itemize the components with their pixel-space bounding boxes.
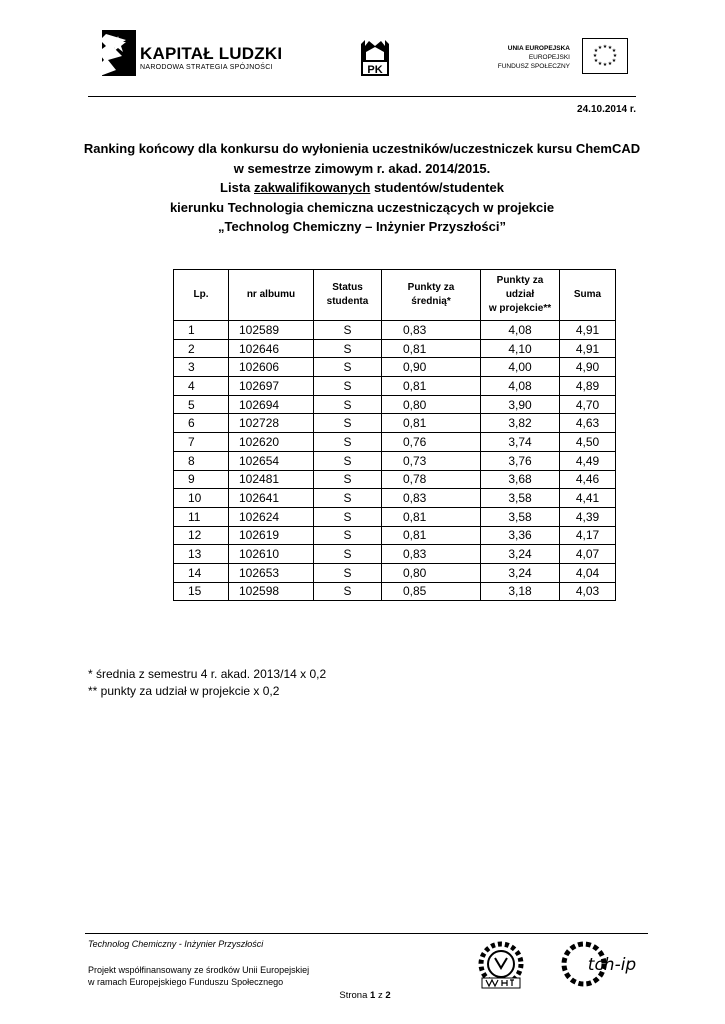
cell-album: 102641: [229, 489, 314, 508]
cell-album: 102610: [229, 545, 314, 564]
svg-text:★: ★: [593, 48, 599, 54]
table-header-row: [174, 270, 616, 321]
cell-album: 102620: [229, 433, 314, 452]
col-status-header: Status studenta: [314, 270, 382, 321]
table-row: [174, 451, 616, 470]
cell-album: 102654: [229, 451, 314, 470]
eu-line-union: UNIA EUROPEJSKA: [507, 45, 570, 52]
cell-lp: 3: [174, 358, 229, 377]
qualified-underlined: zakwalifikowanych: [254, 180, 371, 195]
title-line-3: Lista zakwalifikowanych studentów/studentek: [220, 180, 504, 195]
cell-project-points: 3,82: [481, 414, 560, 433]
cell-sum: 4,63: [560, 414, 616, 433]
cell-sum: 4,39: [560, 507, 616, 526]
cell-avg-points: 0,83: [382, 489, 481, 508]
cell-project-points: 3,74: [481, 433, 560, 452]
svg-text:★: ★: [597, 61, 603, 67]
table-row: [174, 395, 616, 414]
cell-status: S: [314, 563, 382, 582]
title-line-5: „Technolog Chemiczny – Inżynier Przyszłości”: [218, 219, 506, 234]
cell-status: S: [314, 451, 382, 470]
cell-avg-points: 0,73: [382, 451, 481, 470]
cell-lp: 4: [174, 377, 229, 396]
table-row: [174, 526, 616, 545]
cell-album: 102653: [229, 563, 314, 582]
cell-project-points: 3,24: [481, 545, 560, 564]
cell-sum: 4,91: [560, 321, 616, 340]
cell-album: 102697: [229, 377, 314, 396]
cell-sum: 4,17: [560, 526, 616, 545]
eu-text-block: [478, 44, 570, 71]
svg-text:★: ★: [597, 45, 603, 51]
cell-album: 102694: [229, 395, 314, 414]
svg-text:★: ★: [602, 44, 608, 50]
kapital-ludzki-title: KAPITAŁ LUDZKI: [140, 44, 283, 63]
cell-sum: 4,04: [560, 563, 616, 582]
cell-album: 102481: [229, 470, 314, 489]
svg-text:★: ★: [607, 45, 613, 51]
svg-text:★: ★: [612, 53, 618, 59]
table-row: [174, 563, 616, 582]
cell-sum: 4,41: [560, 489, 616, 508]
table-row: [174, 470, 616, 489]
kapital-ludzki-logo-icon: [96, 30, 138, 78]
cell-sum: 4,90: [560, 358, 616, 377]
cell-lp: 12: [174, 526, 229, 545]
cell-sum: 4,07: [560, 545, 616, 564]
cell-lp: 9: [174, 470, 229, 489]
cell-lp: 14: [174, 563, 229, 582]
cell-project-points: 3,58: [481, 507, 560, 526]
tch-ip-logo-icon: [560, 938, 652, 992]
eu-line-fund: FUNDUSZ SPOŁECZNY: [497, 63, 570, 70]
cell-sum: 4,89: [560, 377, 616, 396]
cell-avg-points: 0,76: [382, 433, 481, 452]
cell-album: 102598: [229, 582, 314, 601]
svg-text:★: ★: [611, 58, 617, 64]
cell-lp: 1: [174, 321, 229, 340]
document-title: [62, 139, 662, 237]
table-row: [174, 321, 616, 340]
cell-status: S: [314, 377, 382, 396]
footer-cofinance-line-2: w ramach Europejskiego Funduszu Społecznego: [88, 977, 284, 987]
header-divider: [88, 96, 636, 97]
svg-text:★: ★: [611, 48, 617, 54]
footnote-average: * średnia z semestru 4 r. akad. 2013/14 x 0,2: [88, 667, 327, 681]
cell-lp: 2: [174, 339, 229, 358]
cell-sum: 4,91: [560, 339, 616, 358]
cell-sum: 4,03: [560, 582, 616, 601]
footer-divider: [85, 933, 648, 934]
cell-status: S: [314, 433, 382, 452]
cell-avg-points: 0,80: [382, 563, 481, 582]
cell-project-points: 4,10: [481, 339, 560, 358]
title-line-4: kierunku Technologia chemiczna uczestniczących w projekcie: [169, 199, 555, 215]
cell-lp: 8: [174, 451, 229, 470]
cell-status: S: [314, 414, 382, 433]
table-row: [174, 582, 616, 601]
svg-text:★: ★: [592, 53, 598, 59]
col-avg-points-header: Punkty za średnią*: [382, 270, 481, 321]
cell-project-points: 4,08: [481, 321, 560, 340]
col-lp-header: Lp.: [174, 270, 229, 321]
cell-project-points: 3,90: [481, 395, 560, 414]
ranking-table: [173, 269, 616, 601]
table-row: [174, 507, 616, 526]
cell-status: S: [314, 489, 382, 508]
cell-avg-points: 0,81: [382, 377, 481, 396]
cell-project-points: 3,24: [481, 563, 560, 582]
kapital-ludzki-subtitle: NARODOWA STRATEGIA SPÓJNOŚCI: [140, 64, 273, 71]
table-row: [174, 377, 616, 396]
table-body: [174, 321, 616, 601]
cell-project-points: 3,36: [481, 526, 560, 545]
svg-text:★: ★: [602, 62, 608, 68]
cell-status: S: [314, 470, 382, 489]
cell-lp: 7: [174, 433, 229, 452]
footnote-project: ** punkty za udział w projekcie x 0,2: [88, 684, 280, 698]
title-line-2: w semestrze zimowym r. akad. 2014/2015.: [233, 160, 491, 176]
col-sum-header: Suma: [560, 270, 616, 321]
footnotes: [88, 666, 326, 700]
cell-avg-points: 0,81: [382, 414, 481, 433]
table-row: [174, 545, 616, 564]
cell-avg-points: 0,83: [382, 321, 481, 340]
cell-status: S: [314, 339, 382, 358]
cell-avg-points: 0,78: [382, 470, 481, 489]
cell-lp: 10: [174, 489, 229, 508]
col-album-header: nr albumu: [229, 270, 314, 321]
cell-album: 102646: [229, 339, 314, 358]
cell-album: 102624: [229, 507, 314, 526]
cell-avg-points: 0,81: [382, 526, 481, 545]
table-row: [174, 433, 616, 452]
pk-mark: PK: [367, 64, 383, 76]
cell-status: S: [314, 358, 382, 377]
cell-lp: 5: [174, 395, 229, 414]
pk-university-logo-icon: [358, 38, 392, 78]
document-date: 24.10.2014 r.: [577, 104, 636, 115]
cell-avg-points: 0,81: [382, 507, 481, 526]
cell-project-points: 3,76: [481, 451, 560, 470]
cell-status: S: [314, 582, 382, 601]
cell-project-points: 4,08: [481, 377, 560, 396]
tch-ip-logo-text: tch-ip: [587, 955, 637, 975]
cell-lp: 13: [174, 545, 229, 564]
cell-project-points: 4,00: [481, 358, 560, 377]
cell-project-points: 3,18: [481, 582, 560, 601]
page-number: Strona 1 z 2: [339, 990, 391, 1001]
table-row: [174, 358, 616, 377]
col-project-points-header: Punkty za udział w projekcie**: [481, 270, 560, 321]
table-row: [174, 414, 616, 433]
cell-lp: 15: [174, 582, 229, 601]
cell-sum: 4,46: [560, 470, 616, 489]
eu-flag-icon: [582, 38, 628, 74]
cell-project-points: 3,58: [481, 489, 560, 508]
cell-avg-points: 0,83: [382, 545, 481, 564]
cell-status: S: [314, 545, 382, 564]
cell-album: 102728: [229, 414, 314, 433]
cell-status: S: [314, 395, 382, 414]
cell-album: 102606: [229, 358, 314, 377]
cell-avg-points: 0,85: [382, 582, 481, 601]
footer-project-name: Technolog Chemiczny - Inżynier Przyszłości: [88, 939, 264, 949]
table-row: [174, 489, 616, 508]
cell-project-points: 3,68: [481, 470, 560, 489]
faculty-gear-logo-icon: [476, 938, 526, 992]
cell-album: 102589: [229, 321, 314, 340]
cell-avg-points: 0,80: [382, 395, 481, 414]
footer-cofinance-line-1: Projekt współfinansowany ze środków Unii Europejskiej: [88, 965, 310, 975]
svg-text:★: ★: [593, 58, 599, 64]
cell-lp: 6: [174, 414, 229, 433]
cell-avg-points: 0,81: [382, 339, 481, 358]
cell-sum: 4,70: [560, 395, 616, 414]
table-row: [174, 339, 616, 358]
footer-cofinance: [88, 964, 309, 988]
eu-line-european: EUROPEJSKI: [528, 54, 570, 61]
cell-sum: 4,49: [560, 451, 616, 470]
cell-status: S: [314, 321, 382, 340]
cell-status: S: [314, 507, 382, 526]
cell-lp: 11: [174, 507, 229, 526]
cell-sum: 4,50: [560, 433, 616, 452]
title-line-1: Ranking końcowy dla konkursu do wyłonienia uczestników/uczestniczek kursu ChemCAD: [83, 141, 641, 156]
svg-text:★: ★: [607, 61, 613, 67]
cell-avg-points: 0,90: [382, 358, 481, 377]
cell-album: 102619: [229, 526, 314, 545]
cell-status: S: [314, 526, 382, 545]
